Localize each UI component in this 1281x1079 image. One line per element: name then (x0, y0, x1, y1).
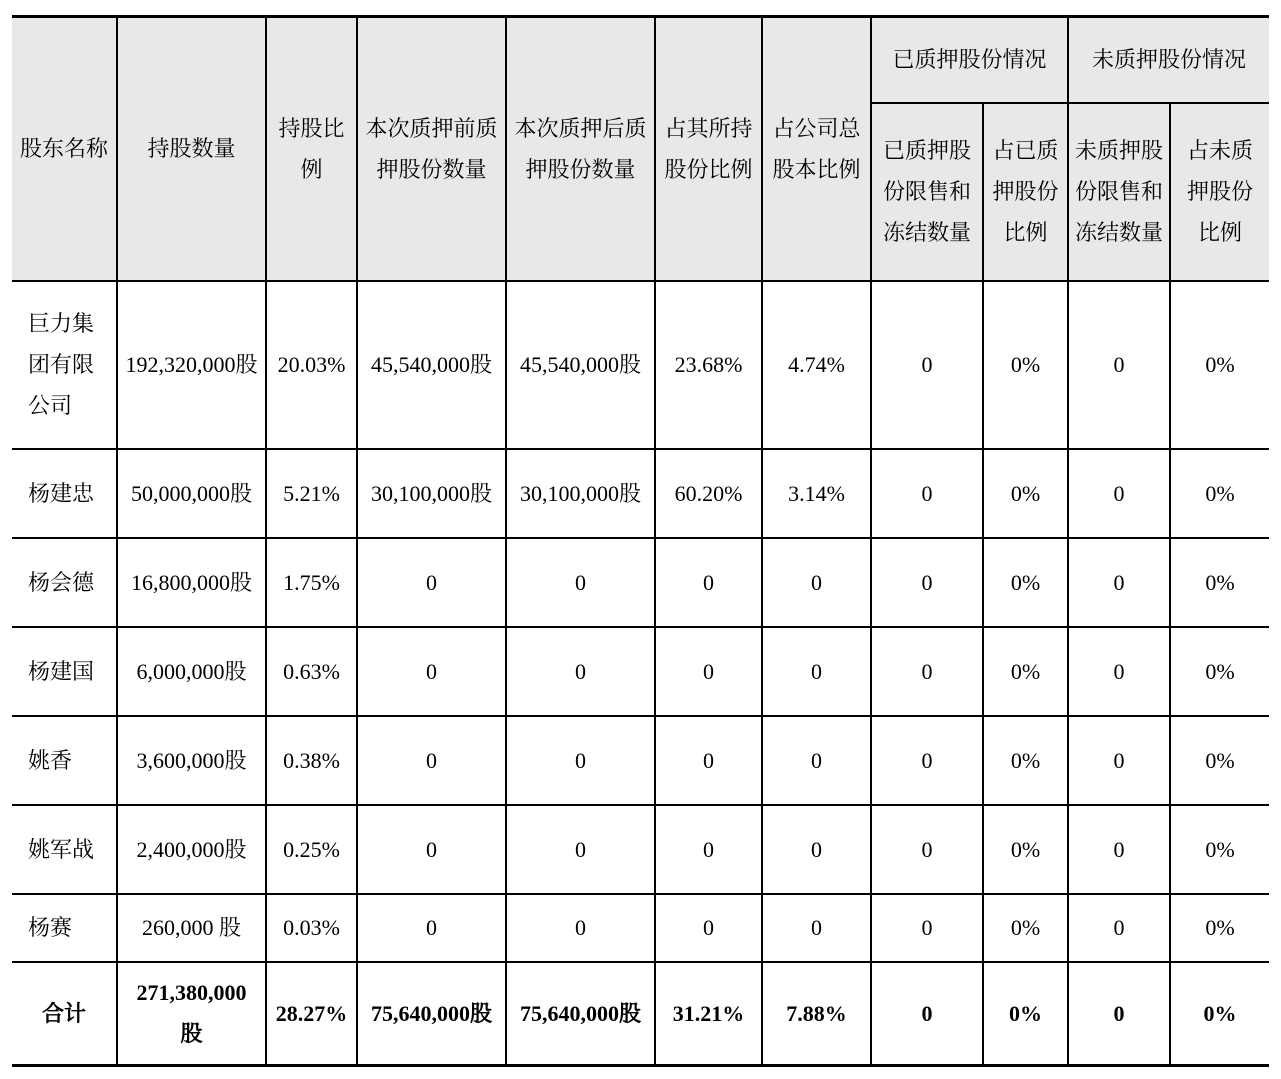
cell-pledged-restricted: 0 (871, 449, 983, 538)
table-row (12, 716, 1269, 805)
cell-pledged-ratio: 0% (983, 627, 1068, 716)
cell-shareholder-name: 杨建忠 (12, 449, 117, 538)
cell-unpledged-restricted: 0 (1068, 627, 1170, 716)
cell-pct-of-own: 0 (655, 627, 762, 716)
cell-pledged-after: 45,540,000股 (506, 281, 655, 449)
shareholder-pledge-table (12, 15, 1269, 1067)
table-row (12, 449, 1269, 538)
total-pledged-before: 75,640,000股 (357, 962, 506, 1066)
total-unpledged-ratio: 0% (1170, 962, 1269, 1066)
total-pledged-ratio: 0% (983, 962, 1068, 1066)
table-row (12, 805, 1269, 894)
total-unpledged-restricted: 0 (1068, 962, 1170, 1066)
cell-unpledged-restricted: 0 (1068, 805, 1170, 894)
cell-shares-held: 16,800,000股 (117, 538, 266, 627)
cell-shareholder-name: 杨赛 (12, 894, 117, 962)
cell-unpledged-ratio: 0% (1170, 894, 1269, 962)
cell-holding-ratio: 5.21% (266, 449, 357, 538)
cell-pct-of-own: 0 (655, 538, 762, 627)
header-pledged-shares-group: 已质押股份情况 (871, 17, 1068, 103)
cell-pledged-restricted: 0 (871, 538, 983, 627)
cell-pledged-after: 0 (506, 538, 655, 627)
cell-pledged-ratio: 0% (983, 449, 1068, 538)
cell-shareholder-name: 姚军战 (12, 805, 117, 894)
header-pct-of-total-capital: 占公司总股本比例 (762, 17, 871, 281)
cell-pct-of-total: 3.14% (762, 449, 871, 538)
header-pct-of-own-shares: 占其所持股份比例 (655, 17, 762, 281)
pledge-table-container (12, 15, 1269, 1067)
header-row-top (12, 17, 1269, 103)
table-row (12, 538, 1269, 627)
cell-pledged-after: 0 (506, 627, 655, 716)
cell-unpledged-ratio: 0% (1170, 716, 1269, 805)
cell-pledged-before: 0 (357, 805, 506, 894)
cell-unpledged-restricted: 0 (1068, 538, 1170, 627)
cell-pledged-before: 0 (357, 894, 506, 962)
cell-pct-of-own: 0 (655, 716, 762, 805)
header-pledged-restricted-frozen: 已质押股份限售和冻结数量 (871, 103, 983, 281)
cell-shares-held: 50,000,000股 (117, 449, 266, 538)
header-pct-of-unpledged: 占未质押股份比例 (1170, 103, 1269, 281)
cell-pledged-after: 30,100,000股 (506, 449, 655, 538)
table-row (12, 627, 1269, 716)
cell-unpledged-restricted: 0 (1068, 894, 1170, 962)
cell-pledged-after: 0 (506, 716, 655, 805)
cell-shares-held: 3,600,000股 (117, 716, 266, 805)
cell-shares-held: 260,000 股 (117, 894, 266, 962)
cell-shares-held: 6,000,000股 (117, 627, 266, 716)
cell-pledged-before: 30,100,000股 (357, 449, 506, 538)
cell-pct-of-total: 0 (762, 894, 871, 962)
cell-shares-held: 192,320,000股 (117, 281, 266, 449)
total-pledged-after: 75,640,000股 (506, 962, 655, 1066)
total-holding-ratio: 28.27% (266, 962, 357, 1066)
cell-pct-of-own: 23.68% (655, 281, 762, 449)
cell-holding-ratio: 0.63% (266, 627, 357, 716)
cell-pledged-restricted: 0 (871, 281, 983, 449)
total-shareholder-name: 合计 (12, 962, 117, 1066)
cell-pct-of-total: 4.74% (762, 281, 871, 449)
table-body (12, 281, 1269, 1066)
cell-pledged-before: 0 (357, 716, 506, 805)
cell-pledged-ratio: 0% (983, 805, 1068, 894)
header-pledged-after: 本次质押后质押股份数量 (506, 17, 655, 281)
cell-shareholder-name: 姚香 (12, 716, 117, 805)
cell-pledged-ratio: 0% (983, 538, 1068, 627)
cell-shareholder-name: 巨力集团有限公司 (12, 281, 117, 449)
cell-unpledged-restricted: 0 (1068, 716, 1170, 805)
header-shareholder-name: 股东名称 (12, 17, 117, 281)
total-pct-of-own: 31.21% (655, 962, 762, 1066)
cell-pledged-ratio: 0% (983, 281, 1068, 449)
cell-pct-of-own: 0 (655, 894, 762, 962)
cell-holding-ratio: 20.03% (266, 281, 357, 449)
cell-pledged-after: 0 (506, 805, 655, 894)
cell-holding-ratio: 1.75% (266, 538, 357, 627)
table-row (12, 281, 1269, 449)
cell-unpledged-restricted: 0 (1068, 281, 1170, 449)
header-holding-ratio: 持股比例 (266, 17, 357, 281)
cell-unpledged-restricted: 0 (1068, 449, 1170, 538)
cell-pledged-before: 0 (357, 627, 506, 716)
cell-pledged-restricted: 0 (871, 627, 983, 716)
cell-unpledged-ratio: 0% (1170, 805, 1269, 894)
header-unpledged-shares-group: 未质押股份情况 (1068, 17, 1269, 103)
header-unpledged-restricted-frozen: 未质押股份限售和冻结数量 (1068, 103, 1170, 281)
cell-unpledged-ratio: 0% (1170, 449, 1269, 538)
cell-shareholder-name: 杨建国 (12, 627, 117, 716)
total-pledged-restricted: 0 (871, 962, 983, 1066)
cell-pledged-ratio: 0% (983, 894, 1068, 962)
cell-holding-ratio: 0.25% (266, 805, 357, 894)
cell-unpledged-ratio: 0% (1170, 627, 1269, 716)
cell-pct-of-total: 0 (762, 627, 871, 716)
cell-pledged-restricted: 0 (871, 716, 983, 805)
cell-pct-of-total: 0 (762, 805, 871, 894)
cell-pledged-after: 0 (506, 894, 655, 962)
cell-shareholder-name: 杨会德 (12, 538, 117, 627)
cell-pct-of-own: 60.20% (655, 449, 762, 538)
cell-pct-of-total: 0 (762, 538, 871, 627)
cell-pledged-restricted: 0 (871, 894, 983, 962)
header-pct-of-pledged: 占已质押股份比例 (983, 103, 1068, 281)
total-shares-held: 271,380,000 股 (117, 962, 266, 1066)
table-row (12, 894, 1269, 962)
cell-unpledged-ratio: 0% (1170, 281, 1269, 449)
header-pledged-before: 本次质押前质押股份数量 (357, 17, 506, 281)
cell-holding-ratio: 0.38% (266, 716, 357, 805)
header-shares-held: 持股数量 (117, 17, 266, 281)
cell-pct-of-own: 0 (655, 805, 762, 894)
cell-pledged-before: 0 (357, 538, 506, 627)
cell-holding-ratio: 0.03% (266, 894, 357, 962)
total-pct-of-total: 7.88% (762, 962, 871, 1066)
cell-pledged-ratio: 0% (983, 716, 1068, 805)
cell-unpledged-ratio: 0% (1170, 538, 1269, 627)
total-row (12, 962, 1269, 1066)
cell-pledged-before: 45,540,000股 (357, 281, 506, 449)
cell-pledged-restricted: 0 (871, 805, 983, 894)
cell-shares-held: 2,400,000股 (117, 805, 266, 894)
cell-pct-of-total: 0 (762, 716, 871, 805)
